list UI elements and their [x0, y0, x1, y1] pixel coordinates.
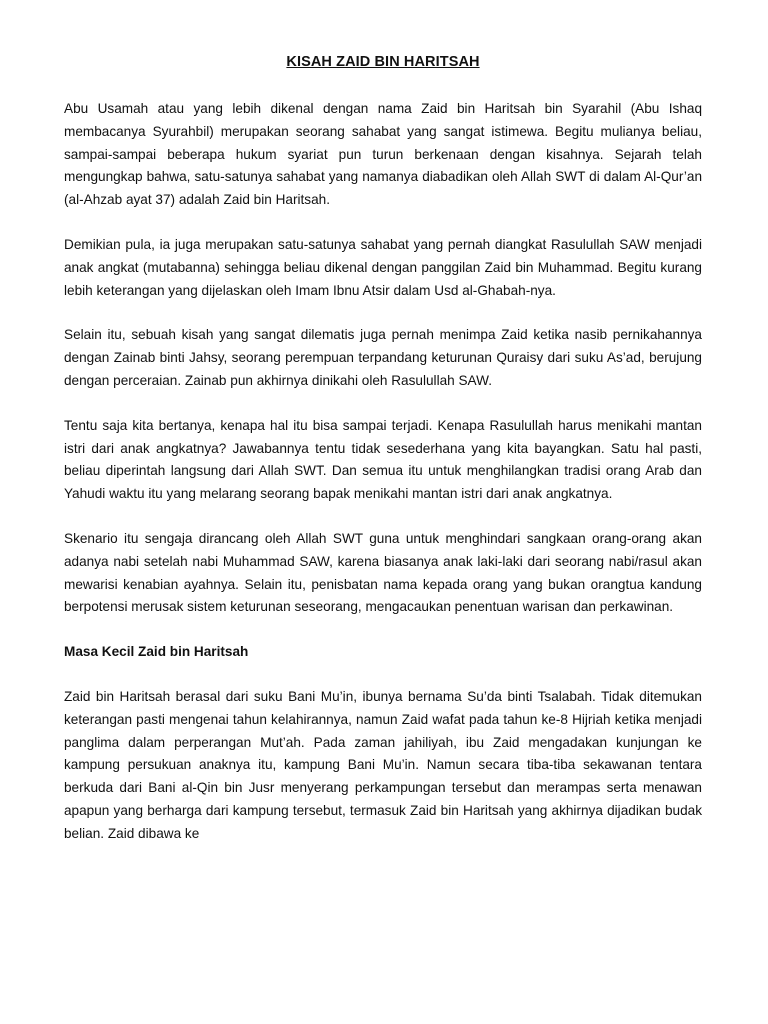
- paragraph: Skenario itu sengaja dirancang oleh Allah SWT guna untuk menghindari sangkaan orang-orang akan adanya nabi setelah nabi Muhammad SAW, karena biasanya anak laki-laki dari seorang nabi/rasul akan mewarisi kenabian ayahnya. Selain itu, penisbatan nama kepada orang yang bukan orangtua kandung berpotensi merusak sistem keturunan seseorang, mengacaukan penentuan warisan dan perkawinan.: [64, 530, 702, 615]
- paragraph: Abu Usamah atau yang lebih dikenal dengan nama Zaid bin Haritsah bin Syarahil (Abu Ishaq membacanya Syurahbil) merupakan seorang sahabat yang sangat istimewa. Begitu mulianya beliau, sampai-sampai beberapa hukum syariat pun turun berkenaan dengan kisahnya. Sejarah telah mengungkap bahwa, satu-satunya sahabat yang namanya diabadikan oleh Allah SWT di dalam Al-Qur’an (al-Ahzab ayat 37) adalah Zaid bin Haritsah.: [64, 101, 702, 208]
- section-heading: Masa Kecil Zaid bin Haritsah: [64, 644, 249, 660]
- document-page: [64, 52, 702, 868]
- paragraph: Tentu saja kita bertanya, kenapa hal itu bisa sampai terjadi. Kenapa Rasulullah harus menikahi mantan istri dari anak angkatnya? Jawabannya tentu tidak sesederhana yang kita bayangkan. Satu hal pasti, beliau diperintah langsung dari Allah SWT. Dan semua itu untuk menghilangkan tradisi orang Arab dan Yahudi waktu itu yang melarang seorang bapak menikahi mantan istri dari anak angkatnya.: [64, 417, 702, 502]
- paragraph: Selain itu, sebuah kisah yang sangat dilematis juga pernah menimpa Zaid ketika nasib pernikahannya dengan Zainab binti Jahsy, seorang perempuan terpandang keturunan Quraisy dari suku As’ad, berujung dengan perceraian. Zainab pun akhirnya dinikahi oleh Rasulullah SAW.: [64, 327, 702, 388]
- document-title: KISAH ZAID BIN HARITSAH: [286, 54, 480, 70]
- paragraph: Zaid bin Haritsah berasal dari suku Bani Mu’in, ibunya bernama Su’da binti Tsalabah. Tidak ditemukan keterangan pasti mengenai tahun kelahirannya, namun Zaid wafat pada tahun ke-8 Hijriah ketika menjadi panglima dalam perperangan Mut’ah. Pada zaman jahiliyah, ibu Zaid mengadakan kunjungan ke kampung persukuan anaknya itu, kampung Bani Mu’in. Namun secara tiba-tiba sekawanan tentara berkuda dari Bani al-Qin bin Jusr menyerang perkampungan tersebut dan merampas serta menawan apapun yang berharga dari kampung tersebut, termasuk Zaid bin Haritsah yang akhirnya dijadikan budak belian. Zaid dibawa ke: [64, 688, 702, 841]
- paragraph: Demikian pula, ia juga merupakan satu-satunya sahabat yang pernah diangkat Rasulullah SAW menjadi anak angkat (mutabanna) sehingga beliau dikenal dengan panggilan Zaid bin Muhammad. Begitu kurang lebih keterangan yang dijelaskan oleh Imam Ibnu Atsir dalam Usd al-Ghabah-nya.: [64, 236, 702, 298]
